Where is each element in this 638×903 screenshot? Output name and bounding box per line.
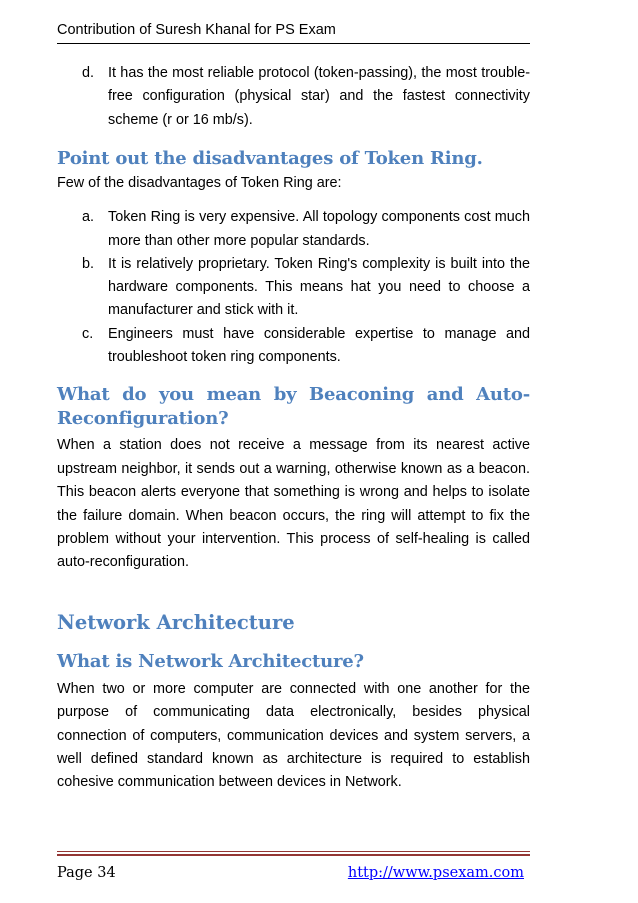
list-marker: a.: [82, 209, 95, 226]
page-number: Page 34: [57, 865, 116, 881]
list-item: [57, 62, 530, 132]
beaconing-body: When a station does not receive a message from its nearest active upstream neighbor, it sends out a warning, otherwise known as a beacon. This beacon alerts everyone that something is wrong and helps to isolate the failure domain. When beacon occurs, the ring will attempt to fix the problem without your intervention. This process of self-healing is called auto-reconfiguration.: [57, 437, 530, 571]
list-marker: c.: [82, 325, 94, 342]
list-item-text: It has the most reliable protocol (token-passing), the most trouble-free configuration (physical star) and the fastest connectivity scheme (r or 16 mb/s).: [108, 65, 530, 128]
list-item-text: It is relatively proprietary. Token Ring's complexity is built into the hardware components. This means hat you need to choose a manufacturer and stick with it.: [108, 255, 530, 319]
page-footer: [57, 862, 530, 884]
continued-list: [57, 62, 530, 132]
header-rule: [57, 43, 530, 44]
list-marker: b.: [82, 255, 95, 272]
page-header: Contribution of Suresh Khanal for PS Exam: [57, 22, 336, 38]
list-item: [57, 323, 530, 370]
footer-rule-thick: [57, 854, 530, 856]
list-marker: d.: [82, 65, 95, 81]
network-architecture-body: When two or more computer are connected with one another for the purpose of communicating data electronically, besides physical connection of computers, communication devices and system servers, a well defined standard known as architecture is required to establish cohesive communication between devices in Network.: [57, 680, 530, 791]
footer-rule: [57, 851, 530, 852]
disadvantages-list: [57, 206, 530, 369]
page-content: [57, 62, 530, 795]
list-item: [57, 206, 530, 253]
section-heading-disadvantages: Point out the disadvantages of Token Ring.: [57, 147, 483, 169]
list-item: [57, 253, 530, 323]
website-link[interactable]: http://www.psexam.com: [347, 865, 524, 881]
list-item-text: Token Ring is very expensive. All topology components cost much more than other more popular standards.: [108, 209, 530, 249]
disadvantages-intro: Few of the disadvantages of Token Ring are:: [57, 174, 342, 191]
section-title-network-architecture: Network Architecture: [57, 610, 295, 634]
list-item-text: Engineers must have considerable expertise to manage and troubleshoot token ring components.: [108, 325, 530, 366]
section-heading-beaconing: What do you mean by Beaconing and Auto-Reconfiguration?: [57, 384, 530, 430]
section-heading-network-architecture: What is Network Architecture?: [57, 650, 364, 672]
